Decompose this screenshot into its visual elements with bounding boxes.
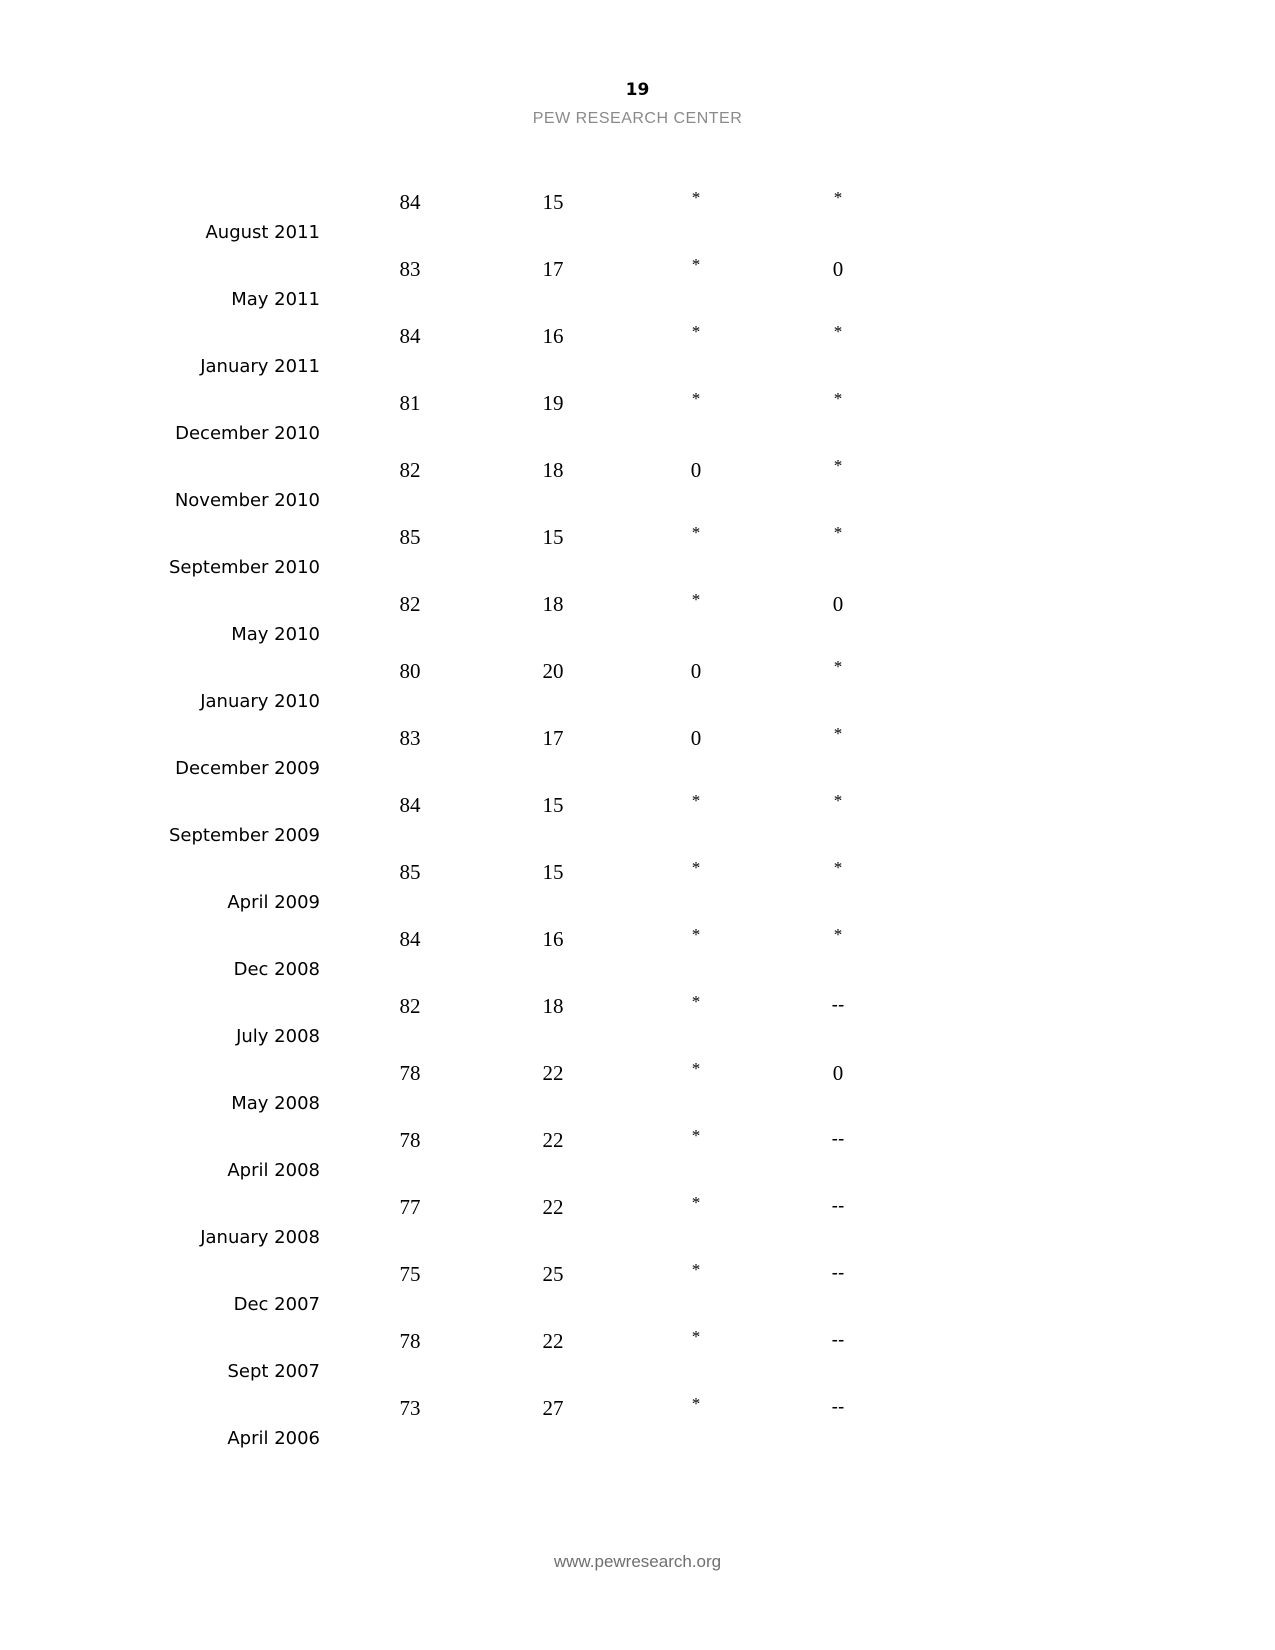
row-label: December 2009 [175, 758, 320, 779]
table-row [0, 389, 1275, 456]
table-cell: -- [831, 1129, 845, 1150]
row-label: May 2011 [231, 289, 320, 310]
table-cell: 18 [542, 458, 564, 482]
table-cell: 77 [399, 1195, 421, 1219]
row-label: November 2010 [174, 490, 320, 511]
table-cell: 78 [399, 1128, 421, 1152]
table-cell: 0 [832, 257, 844, 281]
table-cell: 22 [542, 1195, 564, 1219]
table-row [0, 523, 1275, 590]
table-cell: * [691, 791, 701, 810]
table-cell: 80 [399, 659, 421, 683]
table-cell: 82 [399, 592, 421, 616]
table-row [0, 992, 1275, 1059]
table-cell: * [691, 188, 701, 207]
table-cell: * [833, 322, 843, 341]
table-cell: 82 [399, 994, 421, 1018]
table-cell: 83 [399, 257, 421, 281]
table-cell: 78 [399, 1061, 421, 1085]
row-label: July 2008 [236, 1026, 320, 1047]
table-cell: 15 [542, 190, 564, 214]
table-cell: * [691, 925, 701, 944]
row-label: August 2011 [205, 222, 320, 243]
table-row [0, 255, 1275, 322]
table-cell: 15 [542, 860, 564, 884]
table-cell: 19 [542, 391, 564, 415]
row-label: January 2008 [200, 1227, 320, 1248]
table-cell: 84 [399, 324, 421, 348]
table-cell: -- [831, 1196, 845, 1217]
table-cell: * [833, 657, 843, 676]
table-cell: 83 [399, 726, 421, 750]
table-row [0, 925, 1275, 992]
table-cell: 22 [542, 1061, 564, 1085]
table-cell: 18 [542, 994, 564, 1018]
table-cell: * [691, 1327, 701, 1346]
table-cell: 0 [832, 1061, 844, 1085]
table-cell: 0 [690, 659, 702, 683]
table-cell: 0 [690, 726, 702, 750]
row-label: Dec 2008 [233, 959, 320, 980]
row-label: April 2009 [227, 892, 320, 913]
table-cell: * [833, 188, 843, 207]
table-cell: 17 [542, 257, 564, 281]
table-row [0, 1260, 1275, 1327]
row-label: May 2010 [231, 624, 320, 645]
table-cell: 84 [399, 927, 421, 951]
table-cell: * [833, 724, 843, 743]
table-cell: 22 [542, 1128, 564, 1152]
table-cell: * [833, 523, 843, 542]
row-label: December 2010 [175, 423, 320, 444]
table-cell: * [691, 858, 701, 877]
table-cell: * [691, 1260, 701, 1279]
table-cell: -- [831, 995, 845, 1016]
table-cell: -- [831, 1397, 845, 1418]
table-cell: * [691, 1394, 701, 1413]
table-cell: 82 [399, 458, 421, 482]
table-row [0, 724, 1275, 791]
table-cell: 16 [542, 324, 564, 348]
table-cell: 15 [542, 793, 564, 817]
row-label: January 2010 [200, 691, 320, 712]
table-cell: 22 [542, 1329, 564, 1353]
table-row [0, 1059, 1275, 1126]
table-cell: * [691, 992, 701, 1011]
table-cell: * [833, 858, 843, 877]
row-label: September 2009 [168, 825, 320, 846]
table-cell: -- [831, 1263, 845, 1284]
table-cell: * [691, 389, 701, 408]
table-cell: * [691, 1059, 701, 1078]
row-label: September 2010 [168, 557, 320, 578]
table-cell: * [833, 791, 843, 810]
table-row [0, 791, 1275, 858]
table-cell: 84 [399, 793, 421, 817]
table-row [0, 1394, 1275, 1461]
table-row [0, 322, 1275, 389]
table-row [0, 1193, 1275, 1260]
row-label: April 2006 [227, 1428, 320, 1449]
table-cell: 15 [542, 525, 564, 549]
table-cell: 84 [399, 190, 421, 214]
table-row [0, 590, 1275, 657]
table-cell: 16 [542, 927, 564, 951]
table-cell: * [691, 322, 701, 341]
table-cell: 0 [832, 592, 844, 616]
table-cell: * [691, 1193, 701, 1212]
table-cell: * [833, 389, 843, 408]
table-row [0, 858, 1275, 925]
table-cell: 78 [399, 1329, 421, 1353]
table-cell: * [691, 255, 701, 274]
row-label: January 2011 [200, 356, 320, 377]
table-cell: 81 [399, 391, 421, 415]
footer-url: www.pewresearch.org [553, 1552, 722, 1571]
table-cell: 85 [399, 860, 421, 884]
table-cell: 85 [399, 525, 421, 549]
table-row [0, 1327, 1275, 1394]
table-cell: * [833, 456, 843, 475]
table-cell: 25 [542, 1262, 564, 1286]
table-cell: * [691, 523, 701, 542]
row-label: May 2008 [231, 1093, 320, 1114]
table-cell: * [691, 590, 701, 609]
table-cell: 17 [542, 726, 564, 750]
table-cell: 20 [542, 659, 564, 683]
table-cell: 75 [399, 1262, 421, 1286]
row-label: Sept 2007 [227, 1361, 320, 1382]
table-row [0, 188, 1275, 255]
table-row [0, 1126, 1275, 1193]
table-cell: 27 [542, 1396, 564, 1420]
page-number: 19 [625, 80, 650, 100]
table-cell: * [691, 1126, 701, 1145]
org-name: PEW RESEARCH CENTER [532, 110, 743, 127]
table-row [0, 657, 1275, 724]
row-label: April 2008 [227, 1160, 320, 1181]
table-cell: -- [831, 1330, 845, 1351]
table-cell: * [833, 925, 843, 944]
table-cell: 73 [399, 1396, 421, 1420]
table-cell: 0 [690, 458, 702, 482]
table-row [0, 456, 1275, 523]
row-label: Dec 2007 [233, 1294, 320, 1315]
table-cell: 18 [542, 592, 564, 616]
